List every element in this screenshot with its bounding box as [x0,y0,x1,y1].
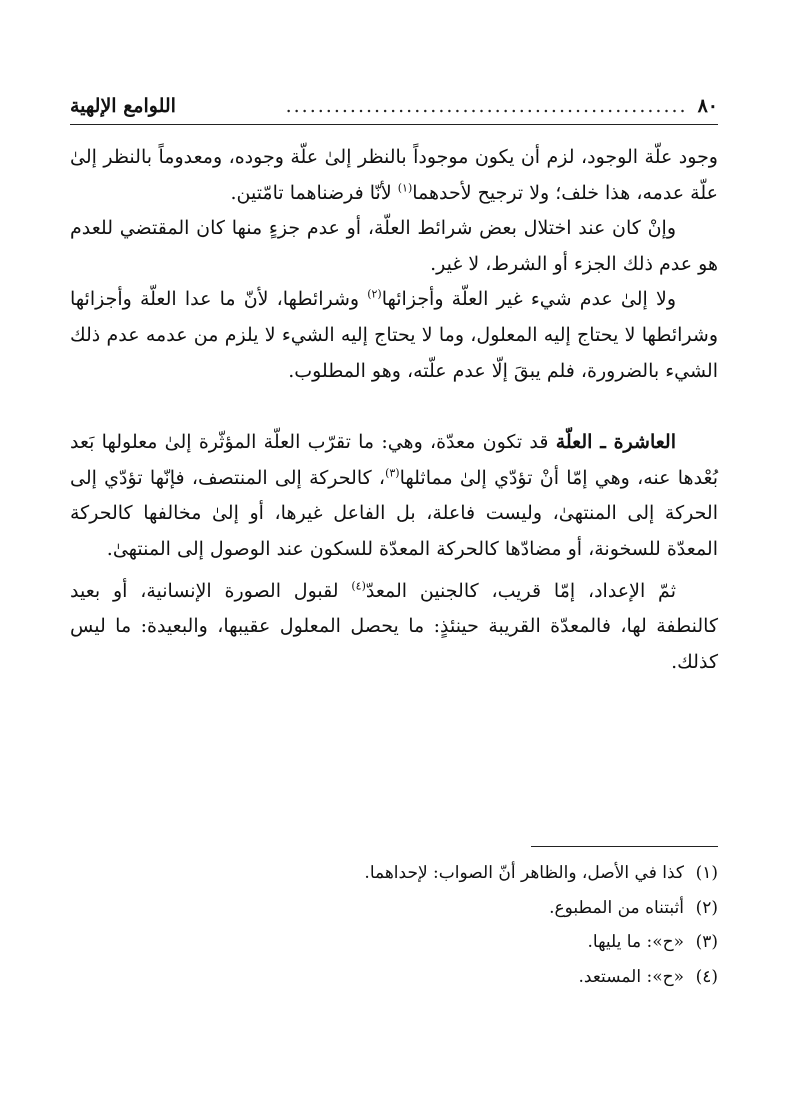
paragraph-condition: وإنْ كان عند اختلال بعض شرائط العلّة، أو عدم جزءٍ منها كان المقتضي للعدم هو عدم ذلك الجزء أو الشرط، لا غير. [70,217,718,275]
section-heading: العاشرة ـ العلّة [555,431,676,454]
main-text [70,140,718,680]
footnote-ref-1[interactable]: (١) [397,181,413,195]
page-number: ٨٠ [697,95,718,117]
paragraph-continuation: وجود علّة الوجود، لزم أن يكون موجوداً بالنظر إلىٰ علّة وجوده، ومعدوماً بالنظر إلىٰ علّة عدمه، هذا خلف؛ ولا ترجيح لأحدهما$^{(١)}$ لأنّا فرضناهما تامّتين. [70,146,718,204]
footnote-ref-2[interactable]: (٢) [367,288,382,302]
paragraph-preparation: ثمّ الإعداد، إمّا قريب، كالجنين المعدّ$^{(٤)}$ لقبول الصورة الإنسانية، أو بعيد كالنطفة لها، فالمعدّة القريبة حينئذٍ: ما يحصل المعلول عقيبها، والبعيدة: ما ليس كذلك. [70,579,718,673]
footnote-item: (٢)أثبتناه من المطبوع. [70,891,718,926]
paragraph-tenth-section: العاشرة ـ العلّة قد تكون معدّة، وهي: ما تقرّب العلّة المؤثّرة إلىٰ معلولها بَعد بُعْدها عنه، وهي إمّا أنْ تؤدّي إلىٰ مماثلها$^{(٣)}$، كالحركة إلى المنتصف، فإنّها تؤدّي إلى الحركة إلى المنتهىٰ، وليست فاعلة، بل الفاعل غيرها، أو إلىٰ مخالفها كالحركة المعدّة للسخونة، أو مضادّها كالحركة المعدّة للسكون عند الوصول إلى المنتهىٰ. [70,431,718,560]
header-leader-dots: .................................................. [285,95,688,117]
paragraph-conclusion: ولا إلىٰ عدم شيء غير العلّة وأجزائها$^{(٢)}$ وشرائطها، لأنّ ما عدا العلّة وأجزائها وشرائطها لا يحتاج إليه المعلول، وما لا يحتاج إليه الشيء لا يلزم من عدمه عدم ذلك الشيء بالضرورة، فلم يبقَ إلّا عدم علّته، وهو المطلوب. [70,288,718,382]
footnote-number: (٣) [695,932,718,952]
footnote-separator [531,846,718,847]
footnote-ref-3[interactable]: (٣) [385,466,400,480]
running-title: اللوامع الإلهية [70,95,176,117]
footnotes [70,856,718,994]
footnote-number: (٢) [695,897,718,918]
footnote-number: (١) [695,863,718,883]
footnote-ref-4[interactable]: (٤) [351,579,366,593]
running-header [70,88,718,125]
footnote-number: (٤) [695,966,718,987]
footnote-item: (١)كذا في الأصل، والظاهر أنّ الصواب: لإحداهما. [70,856,718,891]
footnote-item: (٤)«ح»: المستعد. [70,960,718,995]
footnote-item: (٣)«ح»: ما يليها. [70,925,718,960]
